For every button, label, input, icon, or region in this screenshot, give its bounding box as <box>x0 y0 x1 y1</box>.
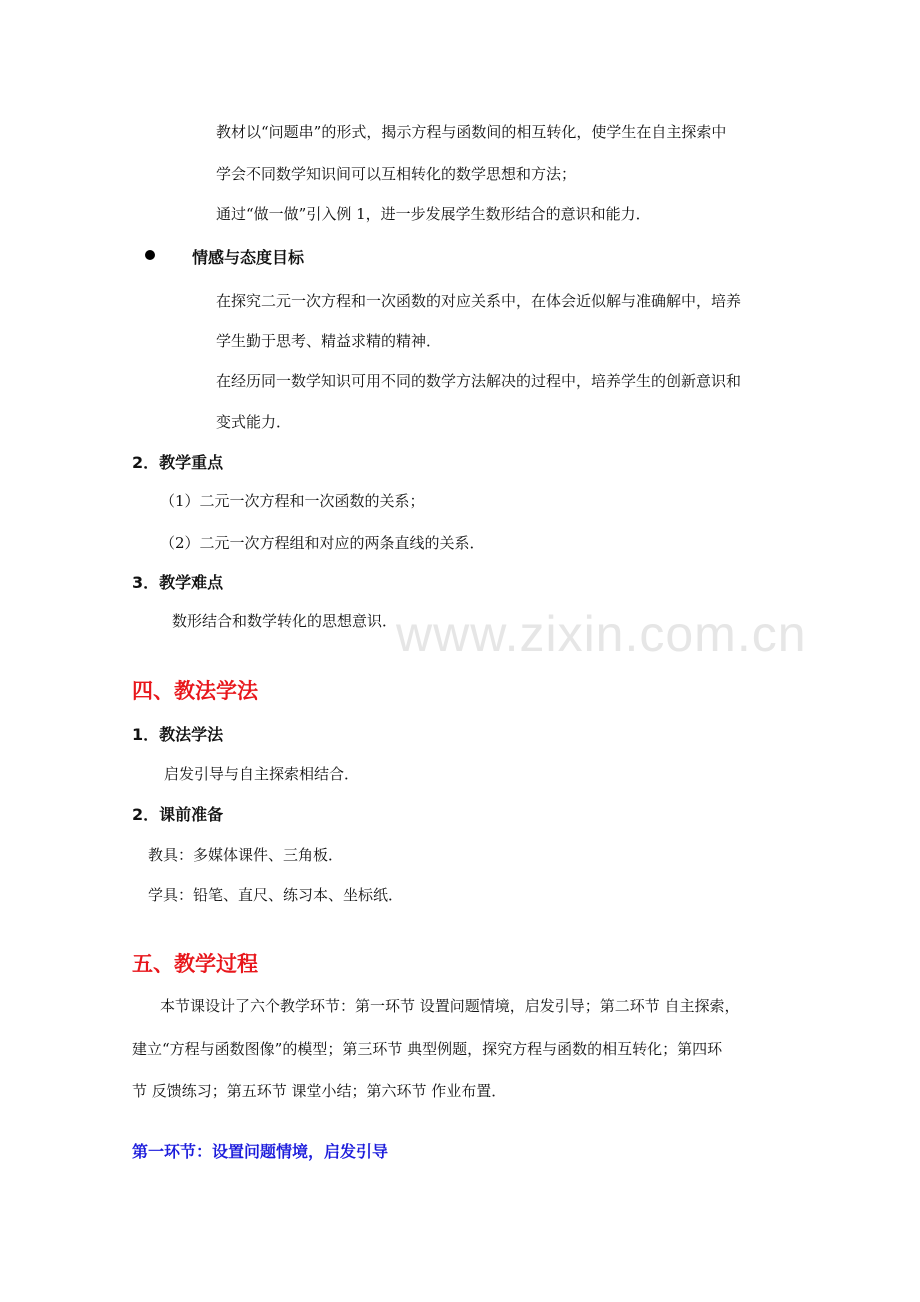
bullet-icon <box>145 250 155 260</box>
paragraph-line: 节 反馈练习；第五环节 课堂小结；第六环节 作业布置． <box>132 1082 507 1100</box>
prep-heading: 2．课前准备 <box>132 805 224 824</box>
watermark: www.zixin.com.cn <box>396 606 807 662</box>
paragraph-line: 教材以“问题串”的形式，揭示方程与函数间的相互转化，使学生在自主探索中 <box>216 123 727 141</box>
paragraph-line: 变式能力． <box>216 413 292 431</box>
paragraph-line: 本节课设计了六个教学环节：第一环节 设置问题情境，启发引导；第二环节 自主探索， <box>160 997 740 1015</box>
step1-heading: 第一环节：设置问题情境，启发引导 <box>132 1142 389 1161</box>
paragraph-line: 在经历同一数学知识可用不同的数学方法解决的过程中，培养学生的创新意识和 <box>216 372 742 390</box>
paragraph-line: 学生勤于思考、精益求精的精神． <box>216 332 442 350</box>
method-text: 启发引导与自主探索相结合． <box>164 765 360 783</box>
key-points-heading: 2．教学重点 <box>132 453 224 472</box>
difficulty-text: 数形结合和数学转化的思想意识． <box>172 612 398 630</box>
section-title: 四、教法学法 <box>132 679 258 703</box>
section-title: 五、教学过程 <box>132 952 258 976</box>
goal-heading: 情感与态度目标 <box>192 248 305 267</box>
key-point-item: （1）二元一次方程和一次函数的关系； <box>160 492 425 510</box>
paragraph-line: 建立“方程与函数图像”的模型；第三环节 典型例题，探究方程与函数的相互转化；第四环 <box>132 1040 723 1058</box>
paragraph-line: 在探究二元一次方程和一次函数的对应关系中，在体会近似解与准确解中，培养 <box>216 292 742 310</box>
student-tools: 学具：铅笔、直尺、练习本、坐标纸． <box>148 886 404 904</box>
difficulty-heading: 3．教学难点 <box>132 573 224 592</box>
teacher-tools: 教具：多媒体课件、三角板． <box>148 846 344 864</box>
paragraph-line: 学会不同数学知识间可以互相转化的数学思想和方法； <box>216 165 577 183</box>
paragraph-line: 通过“做一做”引入例 1，进一步发展学生数形结合的意识和能力． <box>216 205 651 223</box>
key-point-item: （2）二元一次方程组和对应的两条直线的关系． <box>160 534 485 552</box>
method-heading: 1．教法学法 <box>132 725 224 744</box>
